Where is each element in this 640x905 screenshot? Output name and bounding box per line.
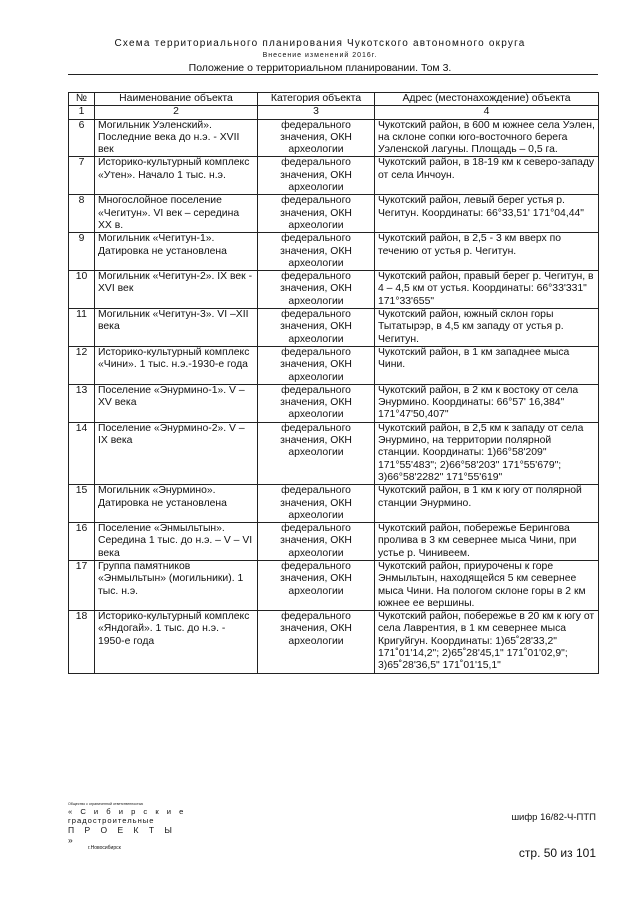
object-name-cell: Могильник «Чегитун-1». Датировка не установлена (95, 233, 258, 271)
col-header-address: Адрес (местонахождение) объекта (375, 93, 599, 106)
row-number-cell: 9 (69, 233, 95, 271)
row-number-cell: 18 (69, 611, 95, 673)
index-cell: 4 (375, 106, 599, 119)
index-cell: 1 (69, 106, 95, 119)
row-number-cell: 14 (69, 422, 95, 484)
row-number-cell: 17 (69, 560, 95, 610)
row-number-cell: 6 (69, 119, 95, 157)
object-name-cell: Могильник Уэленский». Последние века до н.э. - XVII век (95, 119, 258, 157)
page-number: стр. 50 из 101 (518, 846, 596, 860)
object-address-cell: Чукотский район, приурочены к горе Энмыльтын, находящейся 5 км севернее мыса Чини. На пологом склоне горы в 2 км южнее ее вершины. (375, 560, 599, 610)
object-category-cell: федерального значения, ОКН археологии (258, 119, 375, 157)
table-row (69, 485, 599, 523)
table-row (69, 422, 599, 484)
object-name-cell: Многослойное поселение «Чегитун». VI век – середина XX в. (95, 195, 258, 233)
table-row (69, 560, 599, 610)
col-header-number: № (69, 93, 95, 106)
object-address-cell: Чукотский район, в 2 км к востоку от села Энурмино. Координаты: 66°57' 16,384" 171°47'50,407" (375, 384, 599, 422)
object-name-cell: Историко-культурный комплекс «Чини». 1 тыс. н.э.-1930-е года (95, 346, 258, 384)
row-number-cell: 11 (69, 309, 95, 347)
row-number-cell: 13 (69, 384, 95, 422)
object-name-cell: Могильник «Чегитун-2». IX век - XVI век (95, 271, 258, 309)
document-code: шифр 16/82-Ч-ПТП (511, 812, 596, 823)
object-category-cell: федерального значения, ОКН археологии (258, 346, 375, 384)
object-category-cell: федерального значения, ОКН археологии (258, 157, 375, 195)
logo-city: г.Новосибирск (88, 845, 121, 851)
object-category-cell: федерального значения, ОКН археологии (258, 384, 375, 422)
row-number-cell: 16 (69, 523, 95, 561)
logo-line-3: П Р О Е К Т Ы » (68, 825, 176, 845)
object-name-cell: Поселение «Энмыльтын». Середина 1 тыс. до н.э. – V – VI века (95, 523, 258, 561)
object-address-cell: Чукотский район, южный склон горы Тытатырэр, в 4,5 км западу от устья р. Чегитун. (375, 309, 599, 347)
object-name-cell: Историко-культурный комплекс «Утен». Начало 1 тыс. н.э. (95, 157, 258, 195)
object-category-cell: федерального значения, ОКН археологии (258, 523, 375, 561)
row-number-cell: 12 (69, 346, 95, 384)
row-number-cell: 10 (69, 271, 95, 309)
object-category-cell: федерального значения, ОКН археологии (258, 309, 375, 347)
table-row (69, 195, 599, 233)
object-category-cell: федерального значения, ОКН археологии (258, 195, 375, 233)
table-row (69, 271, 599, 309)
col-header-category: Категория объекта (258, 93, 375, 106)
object-category-cell: федерального значения, ОКН археологии (258, 485, 375, 523)
table-row (69, 157, 599, 195)
table-row (69, 384, 599, 422)
logo-line-1: « С и б и р с к и е (68, 807, 187, 816)
object-category-cell: федерального значения, ОКН археологии (258, 611, 375, 673)
object-name-cell: Поселение «Энурмино-2». V – IX века (95, 422, 258, 484)
object-address-cell: Чукотский район, в 600 м южнее села Уэлен, на склоне сопки юго-восточного берега Уэленской лагуны. Площадь – 0,5 га. (375, 119, 599, 157)
object-address-cell: Чукотский район, правый берег р. Чегитун, в 4 – 4,5 км от устья. Координаты: 66°33'331" 171°33'655" (375, 271, 599, 309)
object-name-cell: Историко-культурный комплекс «Яндогай». 1 тыс. до н.э. - 1950-е года (95, 611, 258, 673)
document-header-volume: Положение о территориальном планировании. Том 3. (188, 62, 452, 74)
table-row (69, 309, 599, 347)
table-row (69, 523, 599, 561)
document-header-title: Схема территориального планирования Чукотского автономного округа (114, 38, 526, 49)
index-cell: 2 (95, 106, 258, 119)
logo-org-form: Общество с ограниченной ответственностью (68, 802, 144, 806)
object-name-cell: Поселение «Энурмино-1». V –XV века (95, 384, 258, 422)
object-name-cell: Могильник «Энурмино». Датировка не установлена (95, 485, 258, 523)
table-row (69, 233, 599, 271)
objects-table (68, 92, 599, 674)
row-number-cell: 7 (69, 157, 95, 195)
object-address-cell: Чукотский район, в 1 км к югу от полярной станции Энурмино. (375, 485, 599, 523)
object-category-cell: федерального значения, ОКН археологии (258, 422, 375, 484)
table-row (69, 346, 599, 384)
object-address-cell: Чукотский район, в 2,5 км к западу от села Энурмино, на территории полярной станции. Координаты: 1)66°58'209" 171°55'483"; 2)66°58'203" 171°55'679"; 3)66°58'2282" 171°55'619" (375, 422, 599, 484)
table-index-row (69, 106, 599, 119)
row-number-cell: 8 (69, 195, 95, 233)
row-number-cell: 15 (69, 485, 95, 523)
object-address-cell: Чукотский район, в 2,5 - 3 км вверх по течению от устья р. Чегитун. (375, 233, 599, 271)
object-category-cell: федерального значения, ОКН археологии (258, 233, 375, 271)
index-cell: 3 (258, 106, 375, 119)
table-row (69, 611, 599, 673)
object-category-cell: федерального значения, ОКН археологии (258, 560, 375, 610)
logo-line-2: градостроительные (68, 816, 155, 825)
company-logo (68, 802, 188, 851)
object-address-cell: Чукотский район, левый берег устья р. Чегитун. Координаты: 66°33,51' 171°04,44" (375, 195, 599, 233)
object-name-cell: Группа памятников «Энмыльтын» (могильники). 1 тыс. н.э. (95, 560, 258, 610)
object-address-cell: Чукотский район, в 18-19 км к северо-западу от села Инчоун. (375, 157, 599, 195)
object-category-cell: федерального значения, ОКН археологии (258, 271, 375, 309)
header-divider (68, 74, 598, 75)
table-header-row (69, 93, 599, 106)
document-header-revision: Внесение изменений 2016г. (262, 52, 378, 59)
object-address-cell: Чукотский район, побережье в 20 км к югу от села Лаврентия, в 1 км севернее мыса Кригуйгун. Координаты: 1)65˚28'33,2" 171˚01'14,2"; 2)65˚28'45,1" 171˚01'02,9"; 3)65˚28'36,5" 171˚01'15,1" (375, 611, 599, 673)
object-address-cell: Чукотский район, побережье Берингова пролива в 3 км севернее мыса Чини, при устье р. Чинивеем. (375, 523, 599, 561)
table-row (69, 119, 599, 157)
col-header-name: Наименование объекта (95, 93, 258, 106)
object-name-cell: Могильник «Чегитун-3». VI –XII века (95, 309, 258, 347)
object-address-cell: Чукотский район, в 1 км западнее мыса Чини. (375, 346, 599, 384)
